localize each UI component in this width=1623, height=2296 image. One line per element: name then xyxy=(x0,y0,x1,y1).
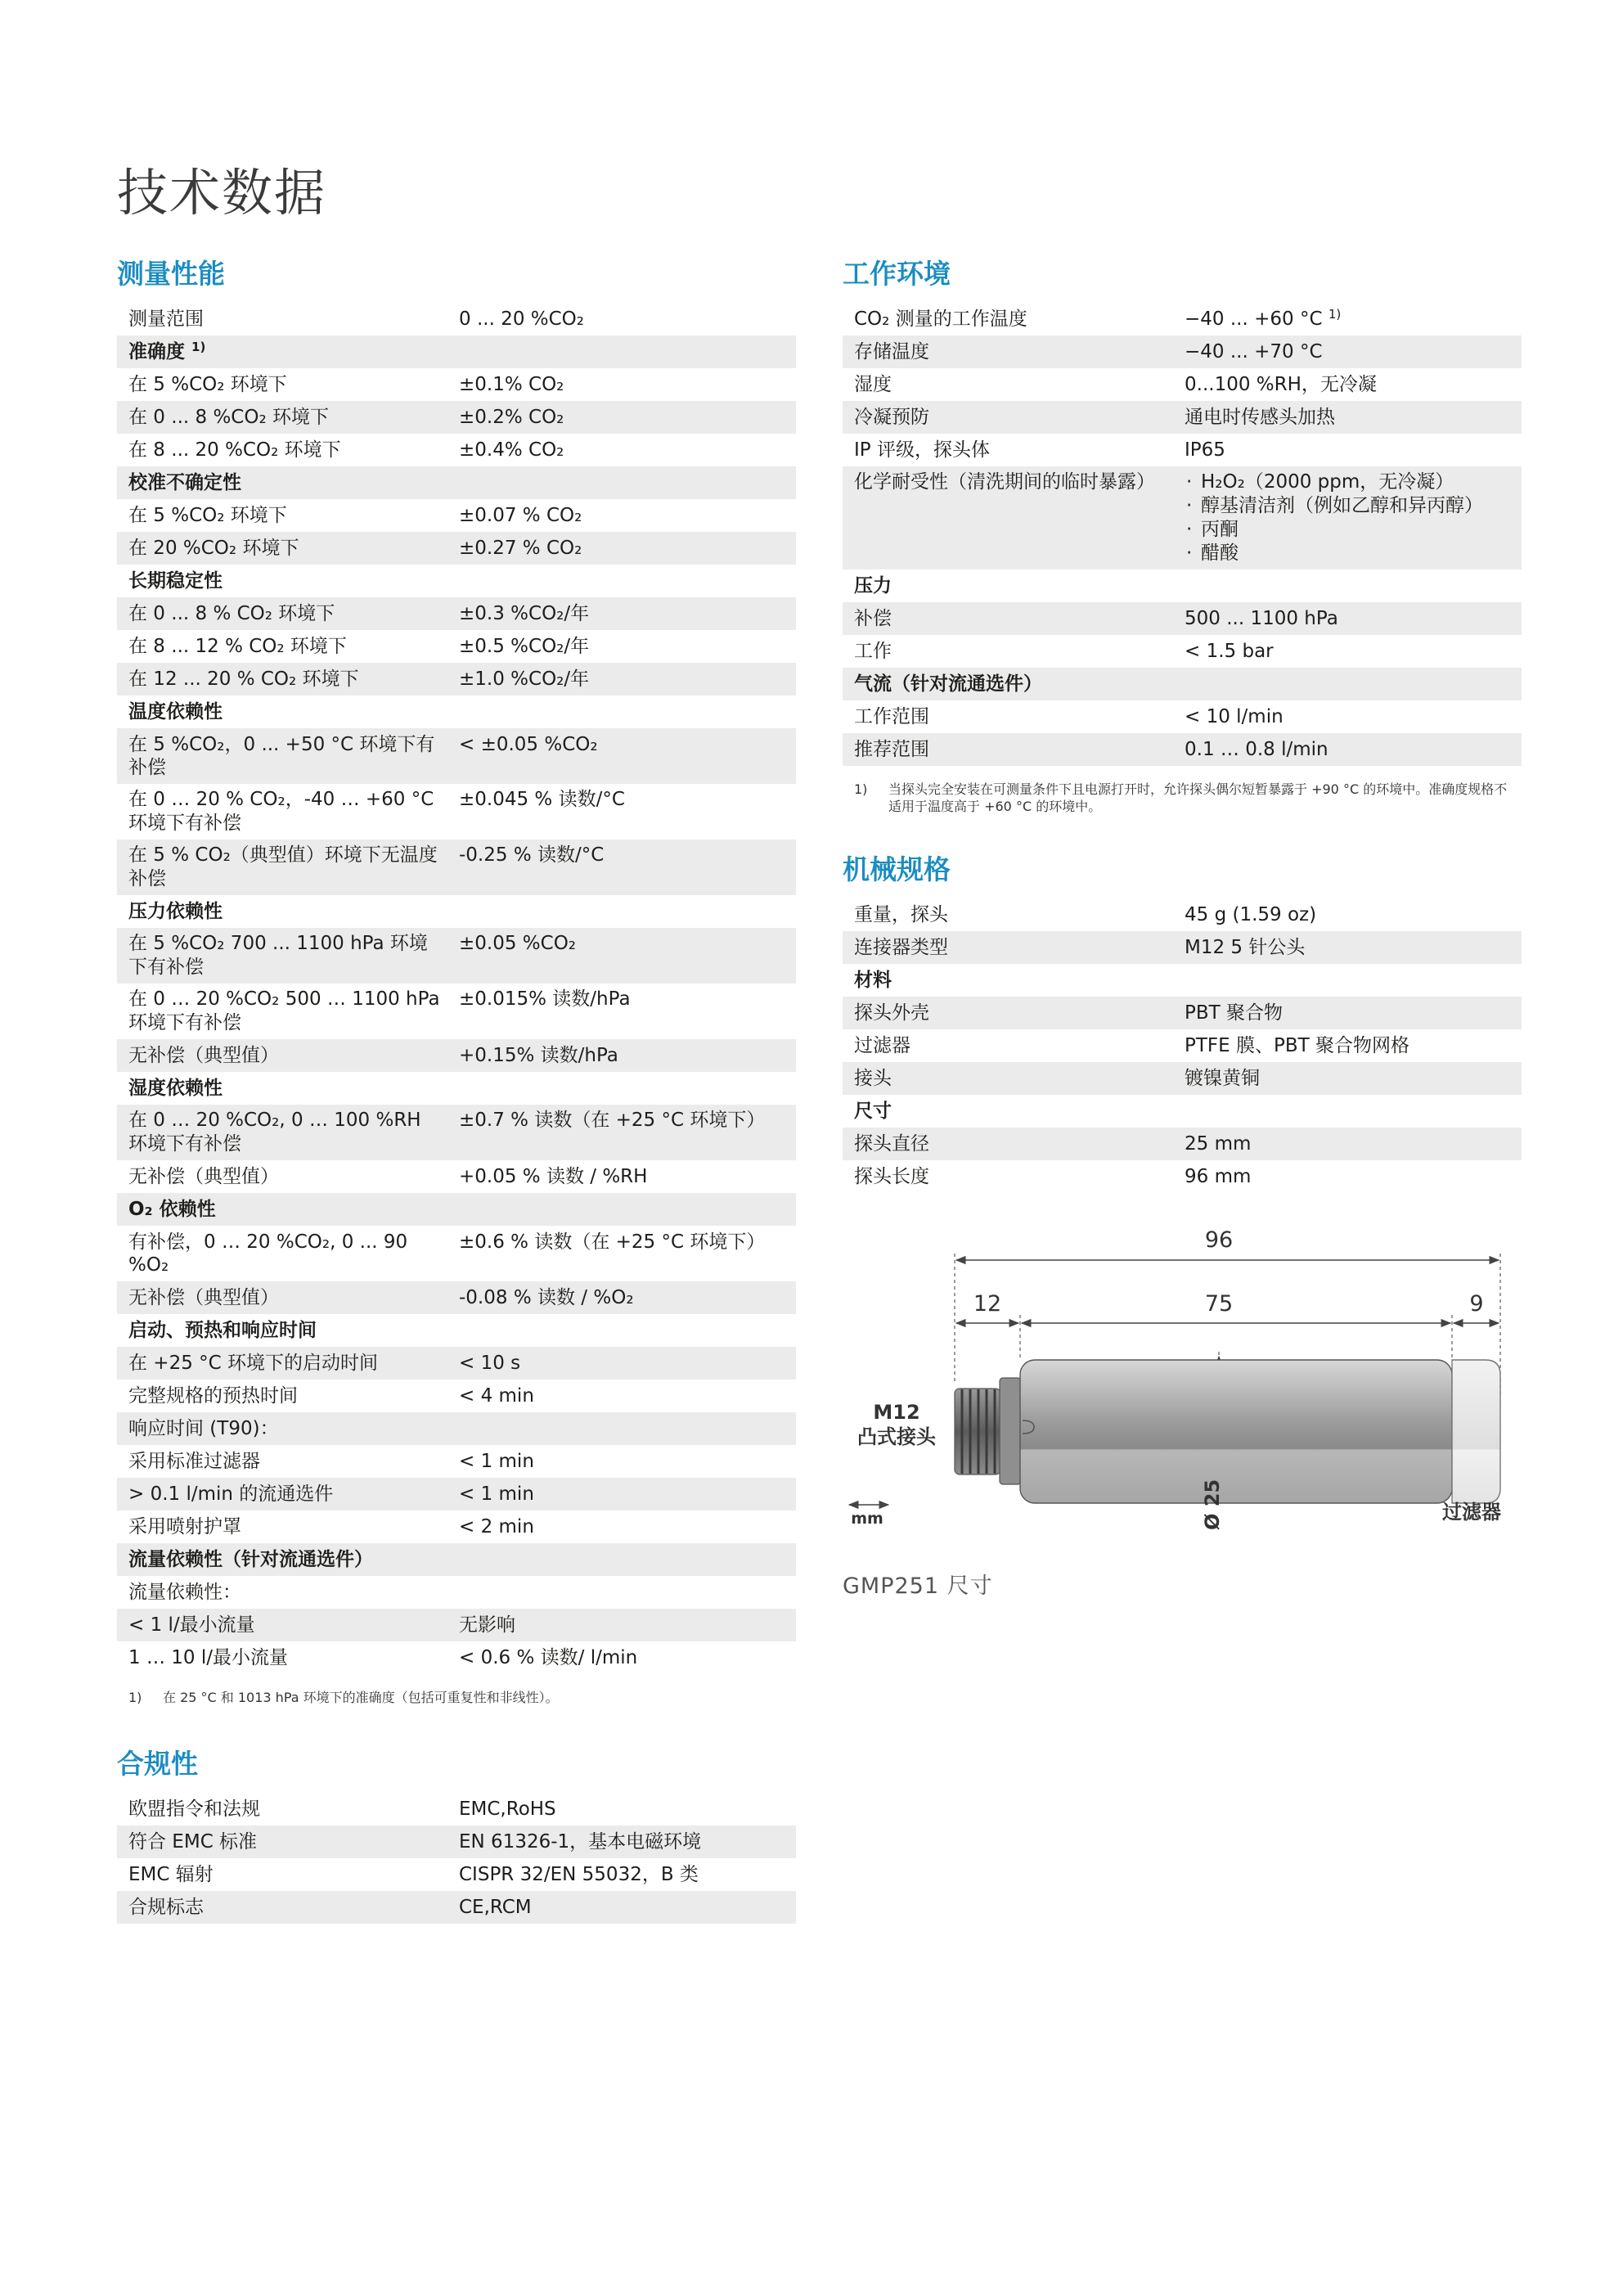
table-row-header xyxy=(117,335,796,368)
row-value: ±0.5 %CO₂/年 xyxy=(459,636,590,657)
row-value: −40 ... +70 °C xyxy=(1173,335,1522,368)
filter-label: 过滤器 xyxy=(1442,1501,1501,1524)
table-row-header xyxy=(117,1072,796,1105)
list-item: · 醋酸 xyxy=(1185,542,1510,565)
table-row xyxy=(843,401,1522,434)
table-row xyxy=(117,663,796,696)
table-row xyxy=(843,602,1522,635)
row-label: 化学耐受性（清洗期间的临时暴露） xyxy=(843,466,1173,569)
table-row-header xyxy=(117,895,796,928)
table-row-header xyxy=(117,1543,796,1576)
row-header: 准确度 $^{1)}$ xyxy=(117,335,796,368)
row-value: 0...100 %RH，无冷凝 xyxy=(1185,374,1377,395)
row-label: 补偿 xyxy=(843,602,1173,635)
row-label: 在 0 … 20 %CO₂, 0 … 100 %RH 环境下有补偿 xyxy=(117,1105,447,1160)
table-row xyxy=(117,1039,796,1072)
table-row xyxy=(117,1576,796,1609)
table-row xyxy=(843,335,1522,368)
row-value: −40 ... +60 °C $^{1)}$ xyxy=(1185,307,1342,330)
row-value: PBT 聚合物 xyxy=(1173,997,1522,1029)
row-header: 湿度依赖性 xyxy=(128,1078,223,1099)
table-row xyxy=(117,1380,796,1412)
row-label: 在 +25 °C 环境下的启动时间 xyxy=(117,1347,447,1380)
row-header: 流量依赖性（针对流通选件） xyxy=(117,1543,796,1576)
table-row xyxy=(843,635,1522,668)
row-header: 压力依赖性 xyxy=(128,901,223,922)
row-label: 在 5 %CO₂ 700 ... 1100 hPa 环境下有补偿 xyxy=(117,928,447,984)
table-row-header xyxy=(843,569,1522,602)
row-value: < 1 min xyxy=(459,1451,534,1472)
row-value: < 1.5 bar xyxy=(1185,641,1274,662)
row-label: 探头长度 xyxy=(854,1166,929,1187)
row-label: 在 5 % CO₂（典型值）环境下无温度补偿 xyxy=(117,840,447,895)
table-row xyxy=(117,1160,796,1193)
row-label: 探头外壳 xyxy=(843,997,1173,1029)
table-row-header xyxy=(117,565,796,597)
row-value: -0.25 % 读数/°C xyxy=(447,840,796,895)
row-value: < 10 l/min xyxy=(1185,706,1284,727)
row-value: ±0.05 %CO₂ xyxy=(447,928,796,984)
table-row xyxy=(117,303,796,335)
row-value: EN 61326-1，基本电磁环境 xyxy=(447,1826,796,1858)
connector-label-2: 凸式接头 xyxy=(857,1425,936,1448)
table-row xyxy=(117,1412,796,1445)
row-header: 温度依赖性 xyxy=(128,701,223,723)
table-row xyxy=(117,728,796,784)
diameter-label: Ø 25 xyxy=(1201,1479,1224,1530)
right-column xyxy=(843,255,1522,1600)
table-row xyxy=(117,784,796,840)
table-row-header xyxy=(843,668,1522,700)
table-row xyxy=(117,1226,796,1281)
row-value: ±0.3 %CO₂/年 xyxy=(447,597,796,630)
row-value: CISPR 32/EN 55032，B 类 xyxy=(459,1864,699,1885)
table-row xyxy=(843,303,1522,335)
row-value: 镀镍黄铜 xyxy=(1173,1062,1522,1095)
row-label: < 1 l/最小流量 xyxy=(117,1609,447,1641)
table-row xyxy=(117,1793,796,1826)
row-label: 1 … 10 l/最小流量 xyxy=(128,1647,288,1668)
row-value: < 1 min xyxy=(447,1478,796,1510)
table-row xyxy=(117,1891,796,1924)
row-header: 材料 xyxy=(854,970,892,991)
row-label: 测量范围 xyxy=(128,308,204,330)
table-row xyxy=(117,1105,796,1160)
row-label: 推荐范围 xyxy=(843,733,1173,766)
footnote-text: 当探头完全安装在可测量条件下且电源打开时，允许探头偶尔短暂暴露于 +90 °C 的环境中。准确度规格不适用于温度高于 +60 °C 的环境中。 xyxy=(888,781,1508,814)
footnote-number: 1) xyxy=(128,1690,142,1705)
row-label: EMC 辐射 xyxy=(128,1864,214,1885)
row-value: 0.1 … 0.8 l/min xyxy=(1173,733,1522,766)
table-row xyxy=(843,434,1522,466)
row-value: < 4 min xyxy=(459,1385,534,1407)
row-value: 通电时传感头加热 xyxy=(1173,401,1522,434)
connector-thread xyxy=(955,1378,1021,1484)
row-value: 0 ... 20 %CO₂ xyxy=(459,308,585,330)
unit-label: mm xyxy=(851,1510,883,1528)
row-header: 气流（针对流通选件） xyxy=(843,668,1522,700)
row-label: > 0.1 l/min 的流通选件 xyxy=(117,1478,447,1510)
row-value: ±0.27 % CO₂ xyxy=(447,532,796,565)
table-row-header xyxy=(117,696,796,728)
table-row xyxy=(117,1347,796,1380)
table-row xyxy=(117,1858,796,1891)
row-label: 在 0 ... 8 % CO₂ 环境下 xyxy=(117,597,447,630)
probe-filter xyxy=(1452,1360,1500,1503)
row-header: 校准不确定性 xyxy=(117,466,796,499)
dim-left: 12 xyxy=(973,1291,1002,1317)
table-row xyxy=(117,1281,796,1314)
dim-right: 9 xyxy=(1469,1291,1484,1317)
row-label: 连接器类型 xyxy=(843,931,1173,964)
row-value: +0.15% 读数/hPa xyxy=(447,1039,796,1072)
row-label: 符合 EMC 标准 xyxy=(117,1826,447,1858)
table-row xyxy=(117,1478,796,1510)
connector-label-1: M12 xyxy=(873,1401,920,1424)
environment-table xyxy=(843,303,1522,766)
row-value xyxy=(1173,466,1522,569)
table-row xyxy=(117,401,796,434)
table-row-header xyxy=(843,964,1522,997)
row-header: 启动、预热和响应时间 xyxy=(128,1320,317,1341)
row-label: 欧盟指令和法规 xyxy=(128,1799,260,1820)
row-value: IP65 xyxy=(1185,439,1225,461)
footnote-ref: 1) xyxy=(1328,307,1342,322)
row-label: 在 0 … 20 % CO₂，-40 … +60 °C 环境下有补偿 xyxy=(128,789,434,834)
chemical-list xyxy=(1185,470,1510,565)
row-label: 在 0 … 20 %CO₂ 500 … 1100 hPa 环境下有补偿 xyxy=(128,988,440,1033)
dim-body: 75 xyxy=(1204,1291,1234,1317)
environment-title: 工作环境 xyxy=(843,258,951,290)
row-value: < 0.6 % 读数/ l/min xyxy=(459,1647,638,1668)
page-title: 技术数据 xyxy=(117,163,327,223)
table-row xyxy=(843,700,1522,733)
table-row xyxy=(117,532,796,565)
row-value: PTFE 膜、PBT 聚合物网格 xyxy=(1185,1035,1410,1056)
table-row xyxy=(843,1062,1522,1095)
row-value: CE,RCM xyxy=(447,1891,796,1924)
table-row xyxy=(117,1609,796,1641)
table-row xyxy=(117,434,796,466)
measurement-title: 测量性能 xyxy=(117,258,225,290)
row-value: ±1.0 %CO₂/年 xyxy=(447,663,796,696)
drawing-caption: GMP251 尺寸 xyxy=(843,1573,993,1599)
row-label: 工作范围 xyxy=(854,706,929,727)
row-header: 长期稳定性 xyxy=(128,570,223,592)
row-label: 采用喷射护罩 xyxy=(128,1516,241,1537)
table-row xyxy=(117,984,796,1039)
list-item: · 丙酮 xyxy=(1185,518,1510,542)
row-value: 无影响 xyxy=(447,1609,796,1641)
row-label: 在 0 ... 8 %CO₂ 环境下 xyxy=(117,401,447,434)
compliance-title: 合规性 xyxy=(117,1748,198,1780)
mechanical-table xyxy=(843,898,1522,1193)
row-value: ±0.2% CO₂ xyxy=(447,401,796,434)
left-column xyxy=(117,255,796,1924)
table-row xyxy=(843,1029,1522,1062)
table-row xyxy=(117,840,796,895)
row-value: ±0.015% 读数/hPa xyxy=(459,988,631,1010)
table-row-header xyxy=(117,1193,796,1226)
row-value: ±0.7 % 读数（在 +25 °C 环境下） xyxy=(447,1105,796,1160)
row-label: 无补偿（典型值） xyxy=(128,1166,279,1187)
row-label: 在 8 ... 20 %CO₂ 环境下 xyxy=(128,439,341,461)
row-value: M12 5 针公头 xyxy=(1173,931,1522,964)
table-row xyxy=(117,1826,796,1858)
row-value: 25 mm xyxy=(1173,1128,1522,1160)
list-item: · H₂O₂（2000 ppm，无冷凝） xyxy=(1185,470,1510,494)
row-value: 500 ... 1100 hPa xyxy=(1173,602,1522,635)
row-label: 工作 xyxy=(854,641,892,662)
row-value: < 10 s xyxy=(447,1347,796,1380)
row-value: 96 mm xyxy=(1185,1166,1252,1187)
row-label: 在 20 %CO₂ 环境下 xyxy=(117,532,447,565)
row-value: < ±0.05 %CO₂ xyxy=(447,728,796,784)
row-label: CO₂ 测量的工作温度 xyxy=(854,308,1027,330)
measurement-footnote xyxy=(117,1689,796,1706)
row-label: 流量依赖性： xyxy=(128,1582,241,1603)
footnote-ref: 1) xyxy=(191,340,206,354)
row-label: 在 12 ... 20 % CO₂ 环境下 xyxy=(117,663,447,696)
probe-body xyxy=(1020,1360,1452,1503)
row-label: 在 5 %CO₂ 环境下 xyxy=(128,374,287,395)
row-label: 探头直径 xyxy=(843,1128,1173,1160)
table-row-header xyxy=(117,466,796,499)
table-row-header xyxy=(117,1314,796,1347)
row-label: 接头 xyxy=(843,1062,1173,1095)
row-label: 湿度 xyxy=(854,374,892,395)
table-row xyxy=(843,1160,1522,1193)
row-value: ±0.4% CO₂ xyxy=(459,439,564,461)
row-label: 无补偿（典型值） xyxy=(117,1039,447,1072)
table-row xyxy=(117,630,796,663)
row-label: 采用标准过滤器 xyxy=(128,1451,260,1472)
row-label: 完整规格的预热时间 xyxy=(128,1385,298,1407)
row-value: ±0.045 % 读数/°C xyxy=(459,789,625,810)
measurement-table xyxy=(117,303,796,1674)
dim-total: 96 xyxy=(1204,1227,1234,1253)
table-row xyxy=(117,1445,796,1478)
row-label: 重量，探头 xyxy=(854,904,948,925)
table-row xyxy=(843,1128,1522,1160)
table-row xyxy=(843,898,1522,931)
mechanical-title: 机械规格 xyxy=(843,853,951,885)
table-row xyxy=(843,368,1522,401)
row-label: 在 5 %CO₂ 环境下 xyxy=(128,505,287,526)
row-value: ±0.6 % 读数（在 +25 °C 环境下） xyxy=(459,1231,766,1253)
row-label: 有补偿，0 … 20 %CO₂, 0 ... 90 %O₂ xyxy=(128,1231,408,1276)
table-row xyxy=(843,931,1522,964)
row-header: 压力 xyxy=(854,575,892,597)
row-value: ±0.07 % CO₂ xyxy=(459,505,582,526)
table-row xyxy=(843,997,1522,1029)
table-row xyxy=(117,1641,796,1674)
row-label: 在 8 ... 12 % CO₂ 环境下 xyxy=(128,636,347,657)
row-value: ±0.1% CO₂ xyxy=(459,374,564,395)
row-header: 尺寸 xyxy=(854,1101,892,1122)
row-label: 合规标志 xyxy=(117,1891,447,1924)
compliance-table xyxy=(117,1793,796,1924)
row-value: EMC,RoHS xyxy=(459,1799,556,1820)
row-label: 无补偿（典型值） xyxy=(117,1281,447,1314)
dimension-drawing xyxy=(843,1204,1522,1556)
row-value: +0.05 % 读数 / %RH xyxy=(459,1166,648,1187)
table-row xyxy=(117,928,796,984)
row-label: 在 5 %CO₂，0 ... +50 °C 环境下有补偿 xyxy=(117,728,447,784)
row-label: 存储温度 xyxy=(843,335,1173,368)
row-value: < 2 min xyxy=(459,1516,534,1537)
table-row xyxy=(117,499,796,532)
row-label: 冷凝预防 xyxy=(843,401,1173,434)
footnote-number: 1) xyxy=(854,781,868,797)
table-row xyxy=(117,1510,796,1543)
row-label: 过滤器 xyxy=(854,1035,910,1056)
row-label: IP 评级，探头体 xyxy=(854,439,990,461)
table-row-header xyxy=(843,1095,1522,1128)
row-label: 响应时间 (T90)： xyxy=(117,1412,796,1445)
table-row xyxy=(117,597,796,630)
table-row xyxy=(843,733,1522,766)
environment-footnote xyxy=(843,781,1522,815)
row-value: -0.08 % 读数 / %O₂ xyxy=(447,1281,796,1314)
footnote-text: 在 25 °C 和 1013 hPa 环境下的准确度（包括可重复性和非线性）。 xyxy=(163,1690,559,1705)
table-row xyxy=(117,368,796,401)
row-value: 45 g (1.59 oz) xyxy=(1185,904,1317,925)
table-row xyxy=(843,466,1522,569)
list-item: · 醇基清洁剂（例如乙醇和异丙醇） xyxy=(1185,494,1510,518)
row-header: O₂ 依赖性 xyxy=(117,1193,796,1226)
